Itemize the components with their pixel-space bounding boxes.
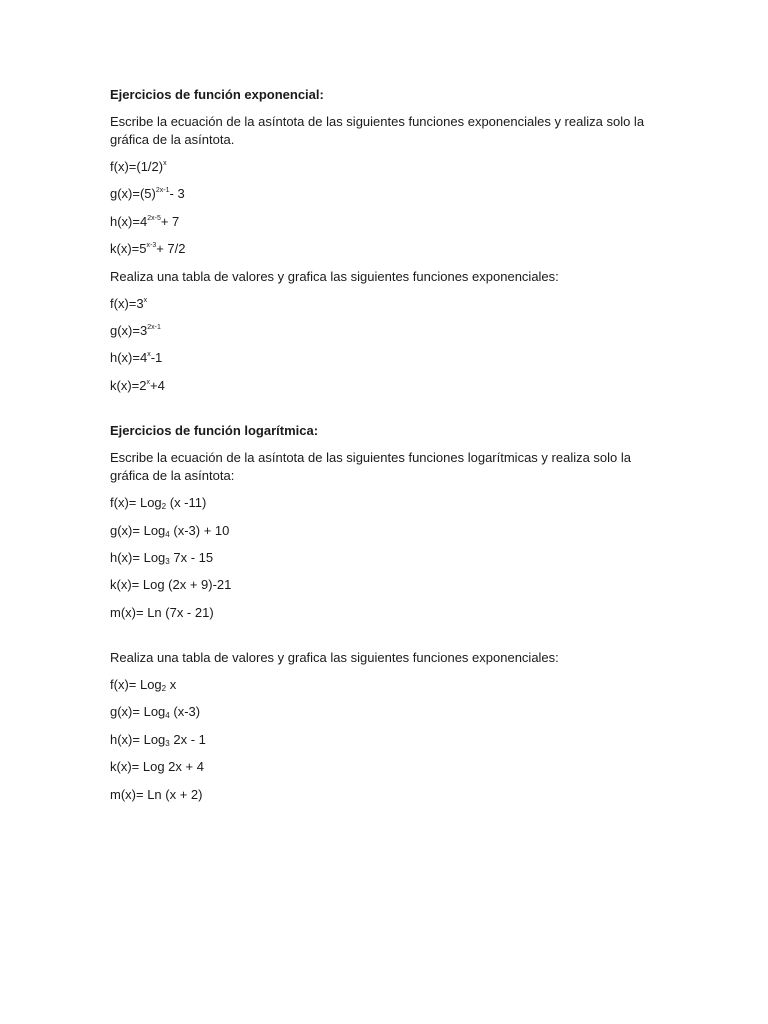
document-page xyxy=(110,86,670,813)
formula-text: g(x)=3 xyxy=(110,322,148,338)
exponential-table-function xyxy=(110,377,670,395)
logarithmic-asymptote-function xyxy=(110,494,670,512)
formula-text: (x-3) + 10 xyxy=(169,522,230,538)
log-base: 2 xyxy=(161,684,167,694)
exponent: x xyxy=(143,296,148,304)
formula-text: h(x)= Log xyxy=(110,549,166,565)
exponent: x xyxy=(147,351,151,359)
formula-text: x xyxy=(166,677,177,693)
exponential-table-function xyxy=(110,295,670,313)
logarithmic-asymptote-instruction: Escribe la ecuación de la asíntota de las siguientes funciones logarítmicas y realiza solo la gráfica de la asíntota: xyxy=(110,450,632,484)
logarithmic-table-list xyxy=(110,676,670,804)
log-base: 2 xyxy=(161,502,167,512)
logarithmic-heading: Ejercicios de función logarítmica: xyxy=(110,423,319,439)
log-base: 3 xyxy=(165,556,170,566)
formula-text: h(x)=4 xyxy=(110,350,148,366)
section-spacer xyxy=(110,631,670,649)
logarithmic-asymptote-function xyxy=(110,604,670,622)
exponential-asymptote-function xyxy=(110,213,670,231)
exponential-asymptote-function xyxy=(110,240,670,258)
formula-text: k(x)= Log (2x + 9)-21 xyxy=(110,577,232,593)
logarithmic-table-function xyxy=(110,703,670,721)
formula-text: (x -11) xyxy=(166,495,207,511)
formula-text: h(x)=4 xyxy=(110,213,148,229)
exponential-asymptote-list xyxy=(110,158,670,258)
formula-text: m(x)= Ln (7x - 21) xyxy=(110,604,214,620)
formula-text: +4 xyxy=(149,377,165,393)
logarithmic-asymptote-function xyxy=(110,522,670,540)
formula-text: + 7/2 xyxy=(156,241,186,257)
exponent: 2x-5 xyxy=(147,214,161,222)
section-spacer xyxy=(110,404,670,422)
log-base: 3 xyxy=(165,738,170,748)
formula-text: k(x)=2 xyxy=(110,377,147,393)
exponential-table-instruction: Realiza una tabla de valores y grafica las siguientes funciones exponenciales: xyxy=(110,268,559,284)
formula-text: f(x)= Log xyxy=(110,495,162,511)
log-base: 4 xyxy=(165,529,170,539)
formula-text: - 3 xyxy=(169,186,185,202)
logarithmic-table-instruction: Realiza una tabla de valores y grafica las siguientes funciones exponenciales: xyxy=(110,650,559,666)
formula-text: h(x)= Log xyxy=(110,731,166,747)
formula-text: 7x - 15 xyxy=(169,549,214,565)
exponential-asymptote-function xyxy=(110,158,670,176)
formula-text: -1 xyxy=(150,350,163,366)
formula-text: (x-3) xyxy=(169,704,201,720)
formula-text: k(x)= Log 2x + 4 xyxy=(110,759,204,775)
exponent: x xyxy=(163,160,167,167)
logarithmic-asymptote-function xyxy=(110,576,670,594)
formula-text: + 7 xyxy=(160,213,180,229)
exponential-table-list xyxy=(110,295,670,395)
formula-text: g(x)= Log xyxy=(110,704,166,720)
logarithmic-table-function xyxy=(110,676,670,694)
formula-text: m(x)= Ln (x + 2) xyxy=(110,786,203,802)
exponential-asymptote-instruction: Escribe la ecuación de la asíntota de las siguientes funciones exponenciales y realiza solo la gráfica de la asíntota. xyxy=(110,114,645,147)
exponential-table-function xyxy=(110,322,670,340)
formula-text: f(x)= Log xyxy=(110,677,162,693)
exponent: x xyxy=(146,378,150,386)
exponential-asymptote-function xyxy=(110,185,670,203)
formula-text: k(x)=5 xyxy=(110,241,147,257)
formula-text: f(x)=(1/2) xyxy=(110,159,164,174)
logarithmic-table-function xyxy=(110,786,670,804)
logarithmic-table-function xyxy=(110,731,670,749)
formula-text: g(x)=(5) xyxy=(110,186,156,202)
exponential-heading: Ejercicios de función exponencial: xyxy=(110,87,324,102)
logarithmic-asymptote-function xyxy=(110,549,670,567)
exponential-table-function xyxy=(110,349,670,367)
exponent: 2x-1 xyxy=(155,187,170,195)
formula-text: g(x)= Log xyxy=(110,522,166,538)
log-base: 4 xyxy=(165,711,170,721)
formula-text: f(x)=3 xyxy=(110,295,144,311)
exponent: x-3 xyxy=(146,242,157,250)
logarithmic-table-function xyxy=(110,758,670,776)
exponent: 2x-1 xyxy=(147,323,161,331)
logarithmic-asymptote-list xyxy=(110,494,670,622)
formula-text: 2x - 1 xyxy=(169,731,206,747)
